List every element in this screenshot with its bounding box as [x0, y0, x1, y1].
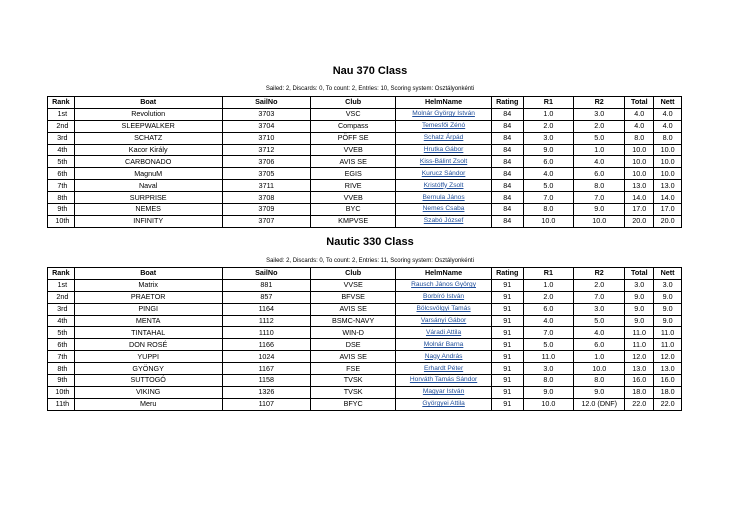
cell-r2: 2.0: [574, 279, 625, 291]
cell-r2: 10.0: [574, 215, 625, 227]
cell-boat: Meru: [74, 398, 222, 410]
cell-r1: 10.0: [523, 215, 573, 227]
cell-nett: 9.0: [654, 291, 682, 303]
cell-total: 9.0: [625, 315, 654, 327]
column-header-r2: R2: [574, 97, 625, 109]
cell-nett: 3.0: [654, 279, 682, 291]
cell-club: KMPVSE: [311, 215, 396, 227]
cell-helm-name[interactable]: Molnár Barna: [396, 339, 492, 351]
cell-boat: DON ROSÉ: [74, 339, 222, 351]
cell-rank: 2nd: [48, 291, 75, 303]
cell-boat: GYÖNGY: [74, 363, 222, 375]
cell-r1: 6.0: [523, 156, 573, 168]
cell-nett: 11.0: [654, 339, 682, 351]
column-header-nett: Nett: [654, 97, 682, 109]
cell-helm-name[interactable]: Temesfői Zénó: [396, 120, 492, 132]
cell-helm-name[interactable]: Rausch János György: [396, 279, 492, 291]
cell-rank: 4th: [48, 144, 75, 156]
header-row: [48, 97, 682, 109]
cell-club: PÖFF SE: [311, 132, 396, 144]
cell-rating: 84: [491, 204, 523, 216]
cell-helm-name[interactable]: Kurucz Sándor: [396, 168, 492, 180]
cell-nett: 12.0: [654, 351, 682, 363]
cell-total: 11.0: [625, 327, 654, 339]
cell-sailno: 3712: [222, 144, 310, 156]
table-row: [48, 315, 682, 327]
cell-rating: 84: [491, 144, 523, 156]
cell-rank: 11th: [48, 398, 75, 410]
cell-rating: 84: [491, 132, 523, 144]
cell-club: BSMC-NAVY: [311, 315, 396, 327]
cell-helm-name[interactable]: Kristóffy Zsolt: [396, 180, 492, 192]
cell-total: 3.0: [625, 279, 654, 291]
cell-boat: SLEEPWALKER: [74, 120, 222, 132]
cell-rating: 91: [491, 375, 523, 387]
cell-r2: 6.0: [574, 168, 625, 180]
cell-sailno: 3711: [222, 180, 310, 192]
column-header-r1: R1: [523, 97, 573, 109]
cell-rating: 91: [491, 398, 523, 410]
cell-rating: 91: [491, 303, 523, 315]
table-row: [48, 120, 682, 132]
cell-rank: 8th: [48, 363, 75, 375]
cell-rank: 10th: [48, 386, 75, 398]
cell-r2: 9.0: [574, 386, 625, 398]
cell-rank: 6th: [48, 168, 75, 180]
cell-total: 12.0: [625, 351, 654, 363]
cell-sailno: 1164: [222, 303, 310, 315]
cell-nett: 10.0: [654, 156, 682, 168]
cell-r1: 4.0: [523, 315, 573, 327]
cell-boat: Naval: [74, 180, 222, 192]
cell-total: 22.0: [625, 398, 654, 410]
cell-nett: 9.0: [654, 303, 682, 315]
cell-nett: 11.0: [654, 327, 682, 339]
results-table: [47, 96, 682, 228]
cell-club: TVSK: [311, 375, 396, 387]
table-row: [48, 168, 682, 180]
cell-club: VSC: [311, 108, 396, 120]
cell-rank: 9th: [48, 204, 75, 216]
column-header-helm-name: HelmName: [396, 268, 492, 280]
cell-nett: 4.0: [654, 108, 682, 120]
column-header-helm-name: HelmName: [396, 97, 492, 109]
table-body: [48, 108, 682, 227]
column-header-total: Total: [625, 97, 654, 109]
cell-rating: 84: [491, 192, 523, 204]
cell-r1: 2.0: [523, 291, 573, 303]
cell-r2: 3.0: [574, 108, 625, 120]
cell-boat: VIKING: [74, 386, 222, 398]
table-row: [48, 386, 682, 398]
class-title: Nau 370 Class: [332, 65, 408, 77]
cell-rank: 3rd: [48, 132, 75, 144]
cell-rank: 8th: [48, 192, 75, 204]
cell-total: 16.0: [625, 375, 654, 387]
cell-boat: CARBONADO: [74, 156, 222, 168]
cell-sailno: 3710: [222, 132, 310, 144]
table-row: [48, 180, 682, 192]
cell-helm-name[interactable]: Schatz Árpád: [396, 132, 492, 144]
cell-rating: 91: [491, 339, 523, 351]
cell-r1: 1.0: [523, 108, 573, 120]
cell-club: VVSE: [311, 279, 396, 291]
cell-r2: 3.0: [574, 303, 625, 315]
cell-r1: 3.0: [523, 132, 573, 144]
cell-nett: 17.0: [654, 204, 682, 216]
cell-helm-name[interactable]: Bernula János: [396, 192, 492, 204]
cell-r1: 6.0: [523, 303, 573, 315]
cell-sailno: 1326: [222, 386, 310, 398]
cell-helm-name[interactable]: Varsányi Gábor: [396, 315, 492, 327]
cell-boat: SUTTOGÓ: [74, 375, 222, 387]
cell-helm-name[interactable]: Györgyei Attila: [396, 398, 492, 410]
cell-total: 4.0: [625, 108, 654, 120]
cell-sailno: 1167: [222, 363, 310, 375]
cell-nett: 4.0: [654, 120, 682, 132]
cell-r2: 7.0: [574, 192, 625, 204]
cell-total: 10.0: [625, 168, 654, 180]
cell-club: BYC: [311, 204, 396, 216]
table-row: [48, 144, 682, 156]
table-body: [48, 279, 682, 410]
cell-club: EGIS: [311, 168, 396, 180]
table-row: [48, 351, 682, 363]
cell-nett: 10.0: [654, 144, 682, 156]
cell-nett: 22.0: [654, 398, 682, 410]
cell-nett: 10.0: [654, 168, 682, 180]
column-header-club: Club: [311, 97, 396, 109]
cell-total: 9.0: [625, 303, 654, 315]
cell-r1: 8.0: [523, 375, 573, 387]
cell-r1: 4.0: [523, 168, 573, 180]
column-header-nett: Nett: [654, 268, 682, 280]
cell-r1: 10.0: [523, 398, 573, 410]
cell-club: AVIS SE: [311, 303, 396, 315]
cell-nett: 13.0: [654, 180, 682, 192]
class-summary: Sailed: 2, Discards: 0, To count: 2, Entries: 10, Scoring system: Osztályonkénti: [265, 86, 475, 92]
cell-club: VVEB: [311, 144, 396, 156]
cell-rating: 91: [491, 315, 523, 327]
cell-r1: 5.0: [523, 180, 573, 192]
cell-nett: 9.0: [654, 315, 682, 327]
cell-rank: 7th: [48, 180, 75, 192]
cell-club: DSE: [311, 339, 396, 351]
column-header-r1: R1: [523, 268, 573, 280]
cell-helm-name[interactable]: Nagy András: [396, 351, 492, 363]
cell-rating: 91: [491, 386, 523, 398]
cell-total: 10.0: [625, 156, 654, 168]
cell-club: BFYC: [311, 398, 396, 410]
cell-r1: 1.0: [523, 279, 573, 291]
cell-boat: SCHATZ: [74, 132, 222, 144]
column-header-rating: Rating: [491, 97, 523, 109]
cell-r1: 9.0: [523, 386, 573, 398]
cell-helm-name[interactable]: Molnár György István: [396, 108, 492, 120]
cell-sailno: 1107: [222, 398, 310, 410]
cell-boat: Kacor Király: [74, 144, 222, 156]
cell-rank: 6th: [48, 339, 75, 351]
cell-rank: 1st: [48, 279, 75, 291]
cell-rating: 84: [491, 108, 523, 120]
cell-r2: 8.0: [574, 180, 625, 192]
cell-r1: 7.0: [523, 192, 573, 204]
cell-r2: 5.0: [574, 132, 625, 144]
cell-r1: 9.0: [523, 144, 573, 156]
cell-r2: 9.0: [574, 204, 625, 216]
cell-club: Compass: [311, 120, 396, 132]
cell-sailno: 3704: [222, 120, 310, 132]
cell-r1: 2.0: [523, 120, 573, 132]
cell-helm-name[interactable]: Hrutka Gábor: [396, 144, 492, 156]
cell-r1: 7.0: [523, 327, 573, 339]
column-header-rating: Rating: [491, 268, 523, 280]
cell-rank: 4th: [48, 315, 75, 327]
cell-rating: 91: [491, 291, 523, 303]
cell-nett: 16.0: [654, 375, 682, 387]
column-header-total: Total: [625, 268, 654, 280]
cell-r1: 5.0: [523, 339, 573, 351]
cell-sailno: 881: [222, 279, 310, 291]
cell-helm-name[interactable]: Bölcsvölgyi Tamás: [396, 303, 492, 315]
cell-r1: 3.0: [523, 363, 573, 375]
column-header-sailno: SailNo: [222, 268, 310, 280]
column-header-r2: R2: [574, 268, 625, 280]
table-row: [48, 375, 682, 387]
cell-club: AVIS SE: [311, 156, 396, 168]
column-header-sailno: SailNo: [222, 97, 310, 109]
cell-sailno: 3707: [222, 215, 310, 227]
cell-total: 11.0: [625, 339, 654, 351]
cell-total: 13.0: [625, 180, 654, 192]
cell-sailno: 1112: [222, 315, 310, 327]
cell-helm-name[interactable]: Horváth Tamás Sándor: [396, 375, 492, 387]
cell-nett: 8.0: [654, 132, 682, 144]
cell-rank: 10th: [48, 215, 75, 227]
cell-boat: YUPPI: [74, 351, 222, 363]
cell-rank: 5th: [48, 156, 75, 168]
cell-sailno: 3703: [222, 108, 310, 120]
cell-nett: 13.0: [654, 363, 682, 375]
cell-club: WIN-D: [311, 327, 396, 339]
table-row: [48, 303, 682, 315]
results-table: [47, 267, 682, 411]
cell-rank: 1st: [48, 108, 75, 120]
cell-total: 20.0: [625, 215, 654, 227]
cell-rank: 2nd: [48, 120, 75, 132]
cell-total: 8.0: [625, 132, 654, 144]
cell-rating: 91: [491, 279, 523, 291]
cell-boat: Revolution: [74, 108, 222, 120]
cell-boat: MagnuM: [74, 168, 222, 180]
header-row: [48, 268, 682, 280]
cell-total: 4.0: [625, 120, 654, 132]
class-title: Nautic 330 Class: [326, 236, 414, 248]
column-header-rank: Rank: [48, 97, 75, 109]
cell-r2: 5.0: [574, 315, 625, 327]
cell-boat: MENTA: [74, 315, 222, 327]
cell-r2: 8.0: [574, 375, 625, 387]
cell-total: 9.0: [625, 291, 654, 303]
cell-club: VVEB: [311, 192, 396, 204]
table-row: [48, 215, 682, 227]
table-row: [48, 339, 682, 351]
cell-total: 17.0: [625, 204, 654, 216]
cell-rank: 9th: [48, 375, 75, 387]
cell-r2: 1.0: [574, 351, 625, 363]
table-row: [48, 156, 682, 168]
cell-rank: 7th: [48, 351, 75, 363]
column-header-boat: Boat: [74, 97, 222, 109]
cell-boat: Matrix: [74, 279, 222, 291]
cell-rating: 84: [491, 120, 523, 132]
cell-club: RIVE: [311, 180, 396, 192]
cell-sailno: 1024: [222, 351, 310, 363]
cell-sailno: 857: [222, 291, 310, 303]
cell-nett: 20.0: [654, 215, 682, 227]
cell-club: TVSK: [311, 386, 396, 398]
cell-sailno: 1158: [222, 375, 310, 387]
cell-total: 18.0: [625, 386, 654, 398]
column-header-rank: Rank: [48, 268, 75, 280]
table-row: [48, 204, 682, 216]
cell-sailno: 3708: [222, 192, 310, 204]
cell-r2: 10.0: [574, 363, 625, 375]
cell-sailno: 3705: [222, 168, 310, 180]
cell-rating: 91: [491, 363, 523, 375]
table-row: [48, 398, 682, 410]
class-summary: Sailed: 2, Discards: 0, To count: 2, Entries: 11, Scoring system: Osztályonkénti: [266, 258, 474, 264]
column-header-club: Club: [311, 268, 396, 280]
cell-rank: 5th: [48, 327, 75, 339]
cell-total: 14.0: [625, 192, 654, 204]
cell-sailno: 3709: [222, 204, 310, 216]
cell-club: AVIS SE: [311, 351, 396, 363]
cell-helm-name[interactable]: Váradi Attila: [396, 327, 492, 339]
cell-r1: 11.0: [523, 351, 573, 363]
cell-rank: 3rd: [48, 303, 75, 315]
table-row: [48, 291, 682, 303]
cell-helm-name[interactable]: Nemes Csaba: [396, 204, 492, 216]
cell-r2: 1.0: [574, 144, 625, 156]
cell-rating: 91: [491, 351, 523, 363]
table-row: [48, 192, 682, 204]
table-row: [48, 279, 682, 291]
cell-total: 13.0: [625, 363, 654, 375]
cell-boat: TINTAHAL: [74, 327, 222, 339]
cell-r2: 6.0: [574, 339, 625, 351]
cell-rating: 84: [491, 180, 523, 192]
cell-rating: 91: [491, 327, 523, 339]
cell-helm-name[interactable]: Szabó József: [396, 215, 492, 227]
cell-boat: PINGI: [74, 303, 222, 315]
cell-boat: SURPRISE: [74, 192, 222, 204]
cell-helm-name[interactable]: Borbíró István: [396, 291, 492, 303]
cell-total: 10.0: [625, 144, 654, 156]
cell-boat: PRAETOR: [74, 291, 222, 303]
cell-club: BFVSE: [311, 291, 396, 303]
cell-r2: 2.0: [574, 120, 625, 132]
column-header-boat: Boat: [74, 268, 222, 280]
cell-r2: 12.0 (DNF): [574, 398, 625, 410]
cell-sailno: 1166: [222, 339, 310, 351]
cell-nett: 18.0: [654, 386, 682, 398]
cell-rating: 84: [491, 168, 523, 180]
cell-r2: 7.0: [574, 291, 625, 303]
cell-r1: 8.0: [523, 204, 573, 216]
cell-sailno: 1110: [222, 327, 310, 339]
cell-sailno: 3706: [222, 156, 310, 168]
cell-helm-name[interactable]: Erhardt Péter: [396, 363, 492, 375]
cell-boat: INFINITY: [74, 215, 222, 227]
cell-r2: 4.0: [574, 156, 625, 168]
cell-helm-name[interactable]: Magyar István: [396, 386, 492, 398]
table-row: [48, 363, 682, 375]
cell-rating: 84: [491, 156, 523, 168]
cell-helm-name[interactable]: Kiss-Bálint Zsolt: [396, 156, 492, 168]
cell-boat: NEMES: [74, 204, 222, 216]
table-row: [48, 132, 682, 144]
table-row: [48, 108, 682, 120]
cell-r2: 4.0: [574, 327, 625, 339]
cell-nett: 14.0: [654, 192, 682, 204]
cell-rating: 84: [491, 215, 523, 227]
cell-club: FSE: [311, 363, 396, 375]
table-row: [48, 327, 682, 339]
